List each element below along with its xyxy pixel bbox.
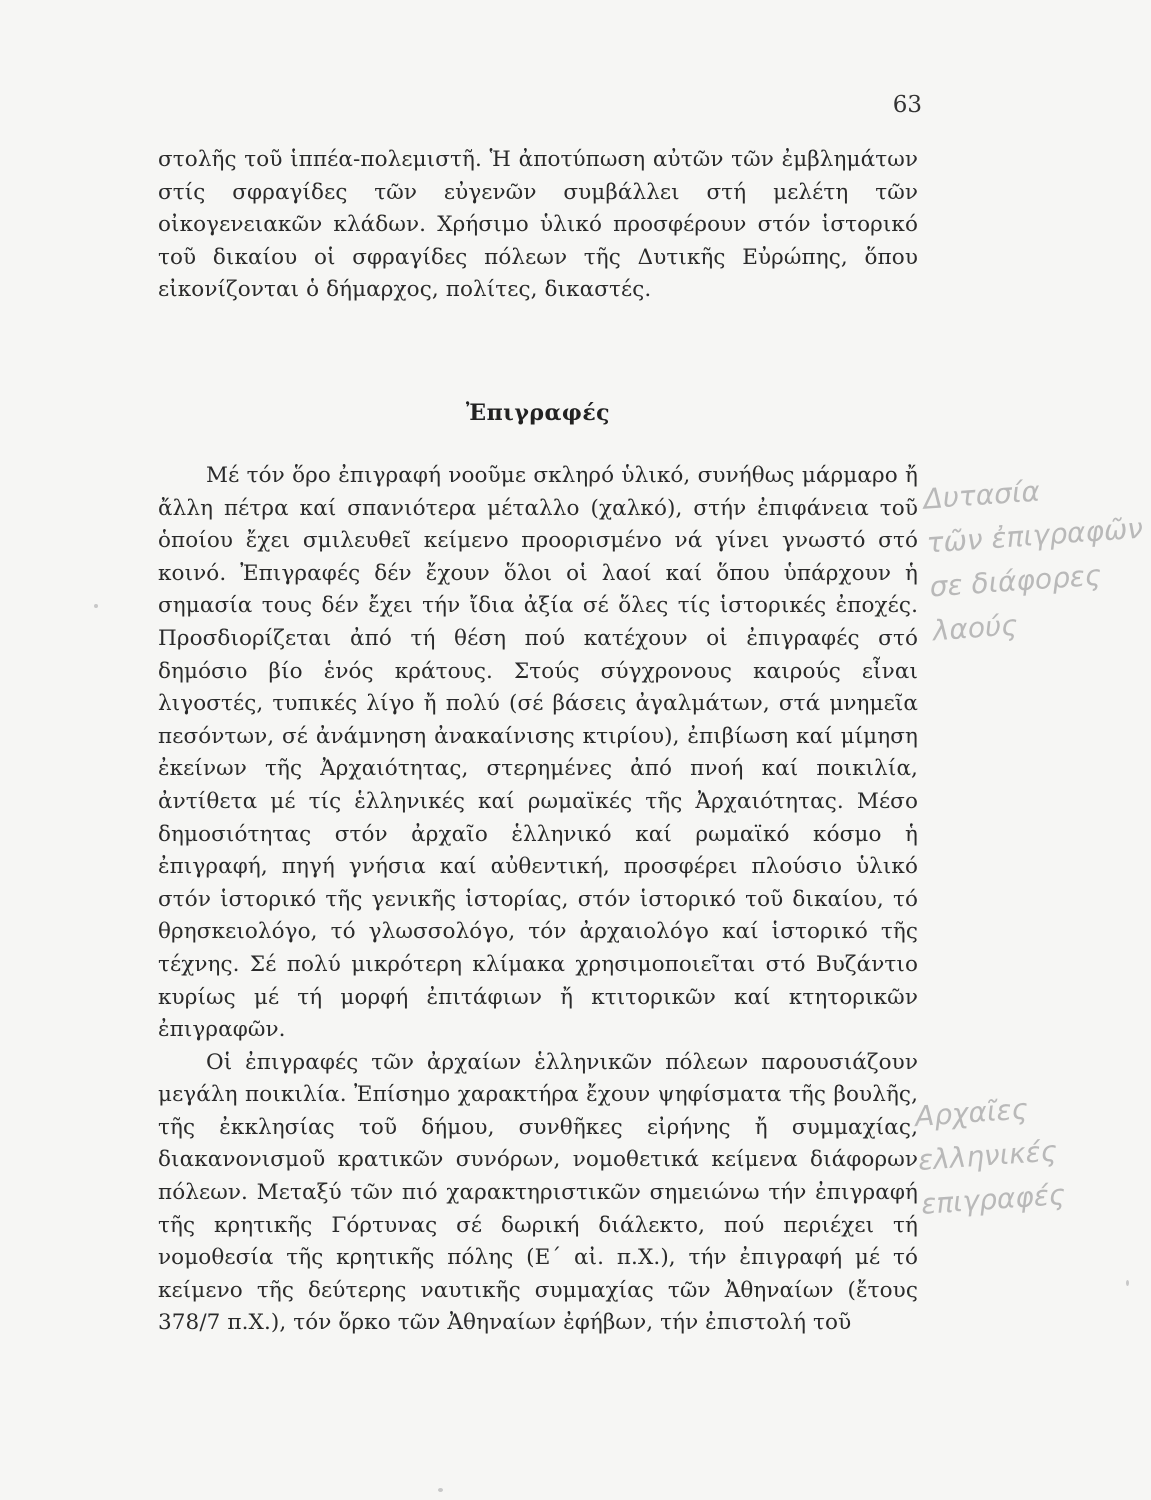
top-paragraph: στολῆς τοῦ ἱππέα-πολεμιστῆ. Ἡ ἀποτύπωση αὐτῶν τῶν ἐμβλημάτων στίς σφραγίδες τῶν εὐγενῶν συμβάλλει στή μελέτη τῶν οἰκογενειακῶν κλάδων. Χρήσιμο ὑλικό προσφέρουν στόν ἱστορικό τοῦ δικαίου οἱ σφραγίδες πόλεων τῆς Δυτικῆς Εὐρώπης, ὅπου εἰκονίζονται ὁ δήμαρχος, πολίτες, δικαστές. <box>158 147 918 303</box>
margin-note-handwritten-1: Δυτασία τῶν ἐπιγραφῶν σε διάφορες λαούς <box>922 474 1144 648</box>
margin-note-handwritten-2: Αρχαῖες ελληνικές επιγραφές <box>913 1092 1067 1221</box>
top-text-block <box>158 144 918 307</box>
body-paragraph-1: Μέ τόν ὅρο ἐπιγραφή νοοῦμε σκληρό ὑλικό, συνήθως μάρμαρο ἤ ἄλλη πέτρα καί σπανιότερα μέταλλο (χαλκό), στήν ἐπιφάνεια τοῦ ὁποίου ἔχει σμιλευθεῖ κείμενο προορισμένο νά γίνει γνωστό στό κοινό. Ἐπιγραφές δέν ἔχουν ὅλοι οἱ λαοί καί ὅπου ὑπάρχουν ἡ σημασία τους δέν ἔχει τήν ἴδια ἀξία σέ ὅλες τίς ἱστορικές ἐποχές. Προσδιορίζεται ἀπό τή θέση πού κατέχουν οἱ ἐπιγραφές στό δημόσιο βίο ἑνός κράτους. Στούς σύγχρονους καιρούς εἶναι λιγοστές, τυπικές λίγο ἤ πολύ (σέ βάσεις ἀγαλμάτων, στά μνημεῖα πεσόντων, σέ ἀνάμνηση ἀνακαίνισης κτιρίου), ἐπιβίωση καί μίμηση ἐκείνων τῆς Ἀρχαιότητας, στερημένες ἀπό πνοή καί ποικιλία, ἀντίθετα μέ τίς ἑλληνικές καί ρωμαϊκές τῆς Ἀρχαιότητας. Μέσο δημοσιότητας στόν ἀρχαῖο ἑλληνικό καί ρωμαϊκό κόσμο ἡ ἐπιγραφή, πηγή γνήσια καί αὐθεντική, προσφέρει πλούσιο ὑλικό στόν ἱστορικό τῆς γενικῆς ἱστορίας, στόν ἱστορικό τοῦ δικαίου, τό θρησκειολόγο, τό γλωσσολόγο, τόν ἀρχαιολόγο καί ἱστορικό τῆς τέχνης. Σέ πολύ μικρότερη κλίμακα χρησιμοποιεῖται στό Βυζάντιο κυρίως μέ τή μορφή ἐπιτάφιων ἤ κτιτορικῶν καί κτητορικῶν ἐπιγραφῶν. <box>158 463 918 1043</box>
paper-speck <box>94 604 98 608</box>
paper-speck <box>438 1488 443 1492</box>
page-number: 63 <box>892 92 922 118</box>
main-text-block <box>158 460 918 1340</box>
section-heading: Ἐπιγραφές <box>465 400 611 426</box>
paper-speck <box>1126 1280 1129 1286</box>
body-paragraph-2: Οἱ ἐπιγραφές τῶν ἀρχαίων ἑλληνικῶν πόλεων παρουσιάζουν μεγάλη ποικιλία. Ἐπίσημο χαρακτήρα ἔχουν ψηφίσματα τῆς βουλῆς, τῆς ἐκκλησίας τοῦ δήμου, συνθῆκες εἰρήνης ἤ συμμαχίας, διακανονισμοῦ κρατικῶν συνόρων, νομοθετικά κείμενα διάφορων πόλεων. Μεταξύ τῶν πιό χαρακτηριστικῶν σημειώνω τήν ἐπιγραφή τῆς κρητικῆς Γόρτυνας σέ δωρική διάλεκτο, πού περιέχει τή νομοθεσία τῆς κρητικῆς πόλης (Ε΄ αἰ. π.Χ.), τήν ἐπιγραφή μέ τό κείμενο τῆς δεύτερης ναυτικῆς συμμαχίας τῶν Ἀθηναίων (ἔτους 378/7 π.Χ.), τόν ὅρκο τῶν Ἀθηναίων ἐφήβων, τήν ἐπιστολή τοῦ <box>158 1049 918 1336</box>
